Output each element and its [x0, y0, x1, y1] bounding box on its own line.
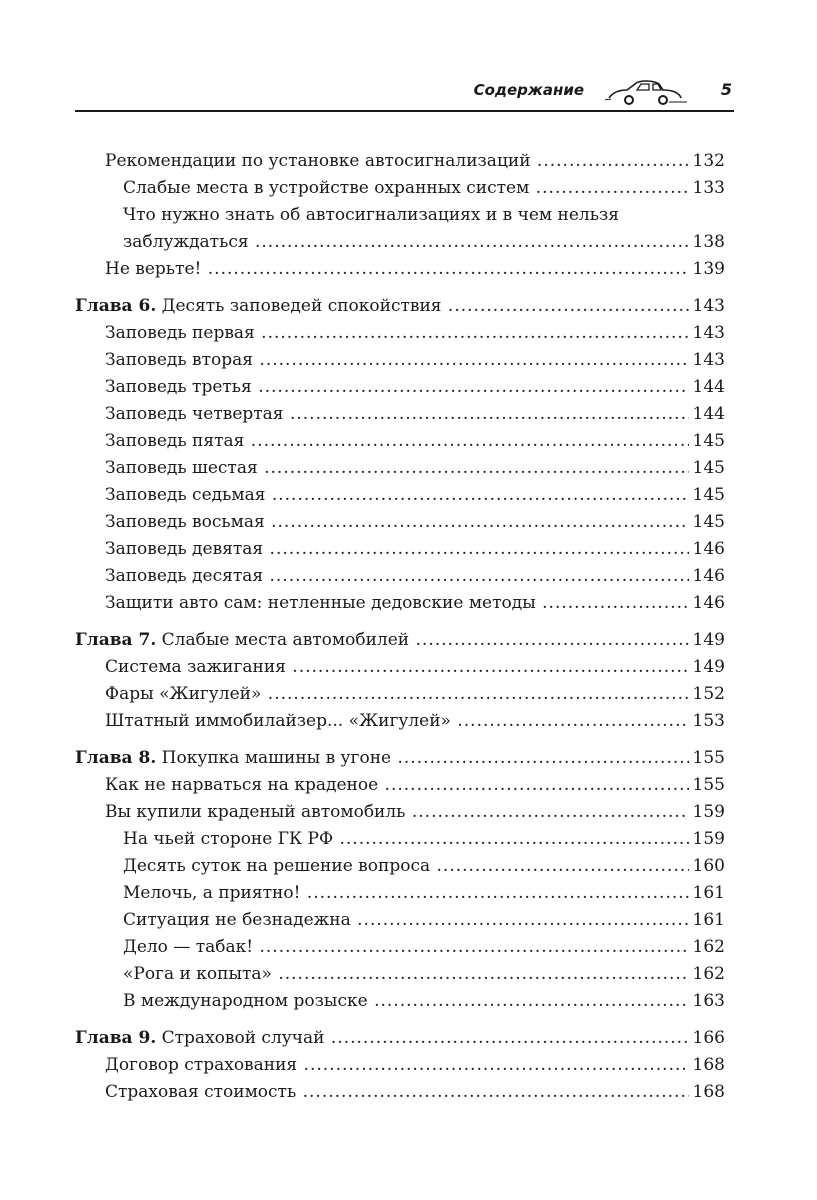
chapter-title: Десять заповедей спокойствия	[161, 296, 442, 316]
toc-entry-page: 146	[692, 566, 725, 586]
toc-entry-title: Десять суток на решение вопроса .....	[123, 853, 689, 880]
toc-entry-page: 138	[692, 232, 725, 252]
toc-entry	[75, 961, 725, 988]
toc-entry-title: Защити авто сам: нетленные дедовские методы .....	[105, 590, 689, 617]
chapter-label: Глава 7.	[75, 630, 157, 650]
toc-entry-page: 162	[692, 964, 725, 984]
toc-entry-page: 133	[692, 178, 725, 198]
toc-entry	[75, 148, 725, 175]
toc-entry-page: 145	[692, 485, 725, 505]
toc-entry-page: 145	[692, 431, 725, 451]
toc-entry-title: Заповедь вторая .....	[105, 347, 689, 374]
toc-entry-title: Как не нарваться на краденое .....	[105, 772, 689, 799]
toc-entry-title: Мелочь, а приятно! .....	[123, 880, 689, 907]
chapter-title: Покупка машины в угоне	[161, 748, 392, 768]
toc-entry-title: заблуждаться .....	[123, 229, 689, 256]
running-header	[75, 74, 734, 112]
toc-entry-title: Дело — табак! .....	[123, 934, 689, 961]
toc-entry	[75, 509, 725, 536]
toc-entry	[75, 826, 725, 853]
header-title: Содержание	[473, 81, 584, 99]
toc-entry	[75, 681, 725, 708]
toc-entry-page: 145	[692, 458, 725, 478]
chapter-heading	[75, 627, 725, 654]
toc-entry-title: Заповедь шестая .....	[105, 455, 689, 482]
chapter-heading	[75, 293, 725, 320]
toc-entry-page: 159	[692, 802, 725, 822]
toc-entry-page: 163	[692, 991, 725, 1011]
toc-entry-title: «Рога и копыта» .....	[123, 961, 689, 988]
toc-entry-page: 161	[692, 883, 725, 903]
toc-entry-title-line1: Что нужно знать об автосигнализациях и в чем нельзя	[123, 205, 619, 225]
chapter-page: 143	[692, 296, 725, 316]
page-number: 5	[720, 80, 732, 99]
toc-entry	[75, 708, 725, 735]
chapter-heading	[75, 1025, 725, 1052]
toc-entry-page: 149	[692, 657, 725, 677]
toc-entry	[75, 853, 725, 880]
toc-entry	[75, 401, 725, 428]
toc-entry-page: 168	[692, 1055, 725, 1075]
chapter-title: Страховой случай	[161, 1028, 325, 1048]
toc-entry-title: Договор страхования .....	[105, 1052, 689, 1079]
chapter-heading	[75, 745, 725, 772]
toc-entry	[75, 455, 725, 482]
toc-entry-title: Рекомендации по установке автосигнализаций .....	[105, 148, 689, 175]
toc-entry	[75, 320, 725, 347]
toc-entry-title: Заповедь пятая .....	[105, 428, 689, 455]
toc-entry-title: Фары «Жигулей» .....	[105, 681, 689, 708]
toc-entry	[75, 934, 725, 961]
toc-entry-title: В международном розыске .....	[123, 988, 689, 1015]
toc-entry-title: Заповедь третья .....	[105, 374, 689, 401]
toc-entry-page: 144	[692, 377, 725, 397]
toc-entry-page: 153	[692, 711, 725, 731]
toc-entry-page: 161	[692, 910, 725, 930]
toc-entry-title: Заповедь восьмая .....	[105, 509, 689, 536]
toc-entry-page: 132	[692, 151, 725, 171]
toc-entry-page: 159	[692, 829, 725, 849]
toc-entry-title: Страховая стоимость .....	[105, 1079, 689, 1106]
toc-entry	[75, 880, 725, 907]
chapter-label: Глава 6.	[75, 296, 157, 316]
chapter-title: Слабые места автомобилей	[161, 630, 410, 650]
toc-entry	[75, 1052, 725, 1079]
toc-entry	[75, 1079, 725, 1106]
toc-entry-page: 144	[692, 404, 725, 424]
toc-entry	[75, 654, 725, 681]
car-icon	[605, 76, 689, 106]
toc-entry-title: Заповедь четвертая .....	[105, 401, 689, 428]
toc-entry	[75, 347, 725, 374]
toc-entry	[75, 536, 725, 563]
toc-entry-page: 162	[692, 937, 725, 957]
toc-entry-page: 139	[692, 259, 725, 279]
toc-entry	[75, 428, 725, 455]
toc-entry	[75, 256, 725, 283]
toc-entry-title: Штатный иммобилайзер... «Жигулей» .....	[105, 708, 689, 735]
chapter-page: 166	[692, 1028, 725, 1048]
toc-entry-title: Ситуация не безнадежна .....	[123, 907, 689, 934]
toc-entry	[75, 482, 725, 509]
toc-entry-page: 160	[692, 856, 725, 876]
toc-entry-title: На чьей стороне ГК РФ .....	[123, 826, 689, 853]
toc-entry	[75, 799, 725, 826]
table-of-contents	[75, 148, 725, 1106]
toc-entry-title: Вы купили краденый автомобиль .....	[105, 799, 689, 826]
toc-entry-title: Заповедь седьмая .....	[105, 482, 689, 509]
toc-entry	[75, 175, 725, 202]
toc-entry-page: 143	[692, 350, 725, 370]
toc-entry-page: 145	[692, 512, 725, 532]
chapter-page: 149	[692, 630, 725, 650]
toc-entry-title: Система зажигания .....	[105, 654, 689, 681]
toc-entry	[75, 590, 725, 617]
chapter-label: Глава 8.	[75, 748, 157, 768]
toc-entry-page: 143	[692, 323, 725, 343]
toc-entry	[75, 563, 725, 590]
toc-entry	[75, 907, 725, 934]
toc-entry	[75, 374, 725, 401]
toc-entry	[75, 229, 725, 256]
toc-entry-page: 152	[692, 684, 725, 704]
toc-entry-page: 146	[692, 593, 725, 613]
toc-entry-title: Не верьте! .....	[105, 256, 689, 283]
toc-entry-page: 146	[692, 539, 725, 559]
toc-entry	[75, 988, 725, 1015]
toc-entry-page: 168	[692, 1082, 725, 1102]
toc-entry	[75, 772, 725, 799]
toc-entry-title: Заповедь девятая .....	[105, 536, 689, 563]
chapter-page: 155	[692, 748, 725, 768]
toc-entry-title: Слабые места в устройстве охранных систем .....	[123, 175, 689, 202]
chapter-label: Глава 9.	[75, 1028, 157, 1048]
toc-entry-page: 155	[692, 775, 725, 795]
toc-entry-title: Заповедь первая .....	[105, 320, 689, 347]
toc-entry-title: Заповедь десятая .....	[105, 563, 689, 590]
